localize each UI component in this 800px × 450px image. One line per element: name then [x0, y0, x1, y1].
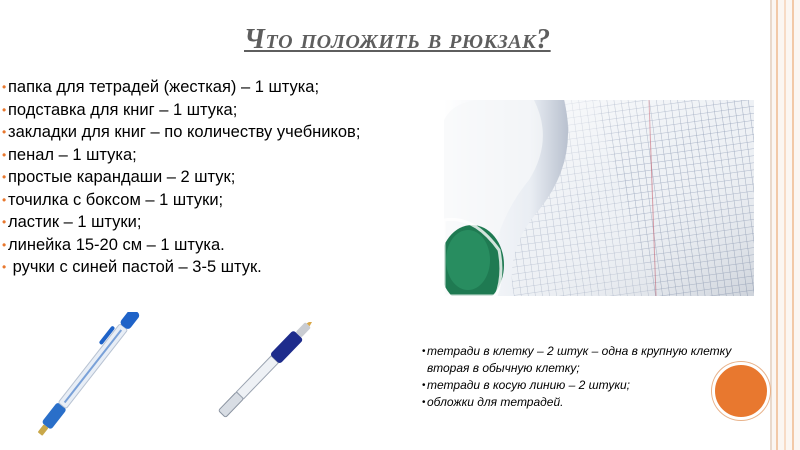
dark-blue-gel-pen — [210, 322, 320, 422]
note-text: обложки для тетрадей. — [427, 395, 564, 409]
bullet-icon: • — [2, 215, 7, 229]
list-item-text: подставка для книг – 1 штука; — [8, 100, 238, 119]
bullet-icon: • — [2, 102, 7, 117]
note-text: тетради в косую линию – 2 штуки; — [427, 378, 631, 392]
list-item — [2, 144, 360, 167]
bullet-icon: • — [422, 346, 426, 357]
note-item — [422, 377, 770, 394]
bullet-icon: • — [2, 192, 7, 207]
bullet-icon: • — [2, 237, 7, 252]
list-item — [2, 189, 360, 212]
bullet-icon: • — [2, 125, 7, 139]
bullet-icon: • — [422, 397, 426, 408]
notebook-illustration — [444, 100, 754, 296]
list-item-text: ручки с синей пастой – 3-5 штук. — [8, 258, 262, 276]
bullet-icon: • — [2, 147, 7, 162]
list-item — [2, 121, 360, 144]
notebook-photo — [444, 100, 754, 296]
pen-illustration — [210, 322, 320, 422]
decoration-stripe — [784, 0, 786, 450]
note-item-continuation — [422, 360, 770, 377]
decoration-stripe — [776, 0, 778, 450]
list-item-text: пенал – 1 штука; — [8, 145, 137, 164]
note-item — [422, 394, 770, 411]
list-item-text: линейка 15-20 см – 1 штука. — [8, 235, 225, 254]
bullet-icon: • — [2, 80, 7, 94]
note-text: тетради в клетку – 2 штук – одна в крупную клетку — [427, 344, 732, 358]
slide-title: Что положить в рюкзак? — [244, 24, 551, 55]
decoration-stripe — [792, 0, 794, 450]
bullet-icon: • — [422, 380, 426, 391]
notebook-notes-list — [422, 343, 770, 411]
list-item-text: папка для тетрадей (жесткая) – 1 штука; — [8, 78, 320, 96]
note-text: вторая в обычную клетку; — [427, 361, 580, 375]
list-item — [2, 76, 360, 99]
supply-list — [2, 76, 360, 279]
list-item-text: ластик – 1 штуки; — [8, 213, 142, 231]
list-item-text: закладки для книг – по количеству учебников; — [8, 123, 361, 141]
note-item — [422, 343, 770, 360]
bullet-icon: • — [2, 260, 7, 274]
right-decoration-border — [770, 0, 800, 450]
list-item — [2, 166, 360, 189]
list-item-text: простые карандаши – 2 штук; — [8, 168, 236, 186]
list-item-text: точилка с боксом – 1 штуки; — [8, 190, 224, 209]
bullet-icon: • — [2, 170, 7, 184]
pen-illustration — [30, 312, 170, 440]
list-item — [2, 256, 360, 279]
blue-ballpoint-pen — [30, 312, 170, 440]
list-item — [2, 99, 360, 122]
list-item — [2, 211, 360, 234]
list-item — [2, 234, 360, 257]
